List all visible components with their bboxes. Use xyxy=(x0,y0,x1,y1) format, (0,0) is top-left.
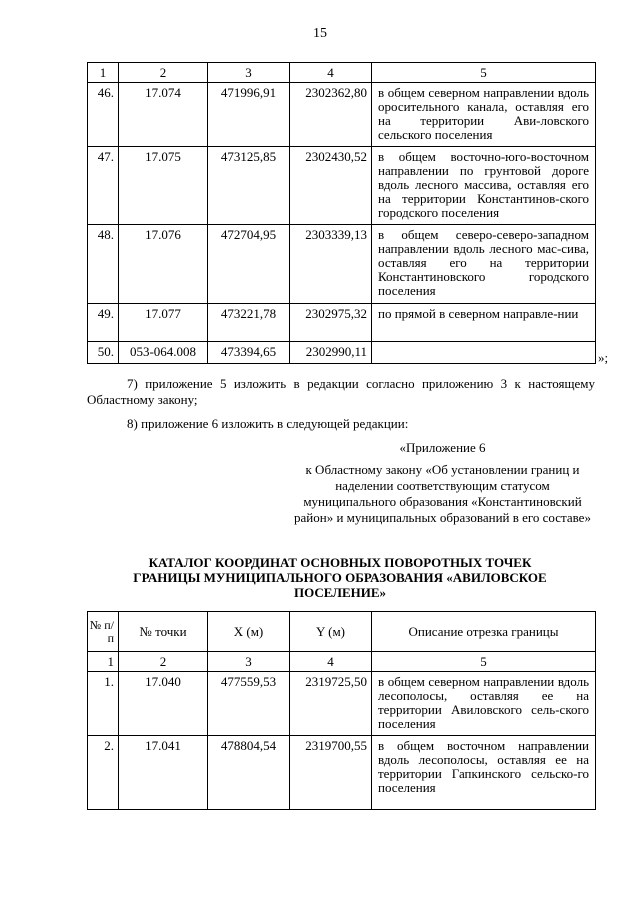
header-cell: 2 xyxy=(119,63,208,83)
x-coordinate: 472704,95 xyxy=(208,225,290,304)
header-cell: 5 xyxy=(372,652,596,672)
header-cell: 2 xyxy=(119,652,208,672)
x-coordinate: 473221,78 xyxy=(208,304,290,342)
header-cell: 3 xyxy=(208,652,290,672)
x-coordinate: 477559,53 xyxy=(208,672,290,736)
y-coordinate: 2302430,52 xyxy=(290,147,372,225)
paragraph-item-8: 8) приложение 6 изложить в следующей редакции: xyxy=(127,416,409,431)
segment-description xyxy=(372,342,596,364)
header-cell: 4 xyxy=(290,63,372,83)
segment-description: в общем северо-северо-западном направлении вдоль лесного мас-сива, оставляя его на территории Константиновского городского поселения xyxy=(372,225,596,304)
row-number: 47. xyxy=(88,147,119,225)
x-coordinate: 473394,65 xyxy=(208,342,290,364)
coordinates-table-continued xyxy=(87,62,596,364)
segment-description: в общем северном направлении вдоль оросительного канала, оставляя его на территории Ави-ловского сельского поселения xyxy=(372,83,596,147)
point-number: 17.040 xyxy=(119,672,208,736)
header-cell: Описание отрезка границы xyxy=(372,612,596,652)
appendix-caption: к Областному закону «Об установлении границ и наделении соответствующим статусом муниципального образования «Константиновский район» и муниципальных образований в его составе» xyxy=(294,462,591,525)
header-cell: № точки xyxy=(119,612,208,652)
page-number: 15 xyxy=(313,26,327,41)
table-row xyxy=(88,147,596,225)
header-cell: Y (м) xyxy=(290,612,372,652)
catalog-title: КАТАЛОГ КООРДИНАТ ОСНОВНЫХ ПОВОРОТНЫХ ТОЧЕК ГРАНИЦЫ МУНИЦИПАЛЬНОГО ОБРАЗОВАНИЯ «АВИЛОВСКОЕ ПОСЕЛЕНИЕ» xyxy=(133,555,547,600)
y-coordinate: 2303339,13 xyxy=(290,225,372,304)
table-row xyxy=(88,225,596,304)
header-cell: 1 xyxy=(88,63,119,83)
segment-description: в общем восточно-юго-восточном направлении по грунтовой дороге вдоль лесного массива, оставляя его на территории Константинов-ского городского поселения xyxy=(372,147,596,225)
row-number: 2. xyxy=(88,736,119,810)
segment-description: в общем северном направлении вдоль лесополосы, оставляя ее на территории Авиловского сель-ского поселения xyxy=(372,672,596,736)
header-cell: 5 xyxy=(372,63,596,83)
header-cell: 4 xyxy=(290,652,372,672)
closing-quote: »; xyxy=(598,350,609,365)
row-number: 48. xyxy=(88,225,119,304)
y-coordinate: 2302990,11 xyxy=(290,342,372,364)
point-number: 17.075 xyxy=(119,147,208,225)
row-number: 50. xyxy=(88,342,119,364)
header-cell: X (м) xyxy=(208,612,290,652)
column-number-row xyxy=(88,652,596,672)
y-coordinate: 2319700,55 xyxy=(290,736,372,810)
row-number: 49. xyxy=(88,304,119,342)
header-cell: 3 xyxy=(208,63,290,83)
x-coordinate: 478804,54 xyxy=(208,736,290,810)
appendix-title: «Приложение 6 xyxy=(399,440,486,455)
header-cell: 1 xyxy=(88,652,119,672)
point-number: 053-064.008 xyxy=(119,342,208,364)
point-number: 17.041 xyxy=(119,736,208,810)
table-header-row xyxy=(88,63,596,83)
coordinates-table xyxy=(87,611,596,810)
x-coordinate: 471996,91 xyxy=(208,83,290,147)
y-coordinate: 2302362,80 xyxy=(290,83,372,147)
table-row xyxy=(88,736,596,810)
segment-description: в общем восточном направлении вдоль лесополосы, оставляя ее на территории Гапкинского сельско-го поселения xyxy=(372,736,596,810)
row-number: 1. xyxy=(88,672,119,736)
table-row xyxy=(88,342,596,364)
y-coordinate: 2319725,50 xyxy=(290,672,372,736)
point-number: 17.077 xyxy=(119,304,208,342)
row-number: 46. xyxy=(88,83,119,147)
point-number: 17.074 xyxy=(119,83,208,147)
paragraph-item-7: 7) приложение 5 изложить в редакции согласно приложению 3 к настоящему Областному закону; xyxy=(87,376,595,407)
point-number: 17.076 xyxy=(119,225,208,304)
table-header-row xyxy=(88,612,596,652)
x-coordinate: 473125,85 xyxy=(208,147,290,225)
table-row xyxy=(88,672,596,736)
header-cell: № п/п xyxy=(88,612,119,652)
table-row xyxy=(88,304,596,342)
y-coordinate: 2302975,32 xyxy=(290,304,372,342)
table-row xyxy=(88,83,596,147)
segment-description: по прямой в северном направле-нии xyxy=(372,304,596,342)
